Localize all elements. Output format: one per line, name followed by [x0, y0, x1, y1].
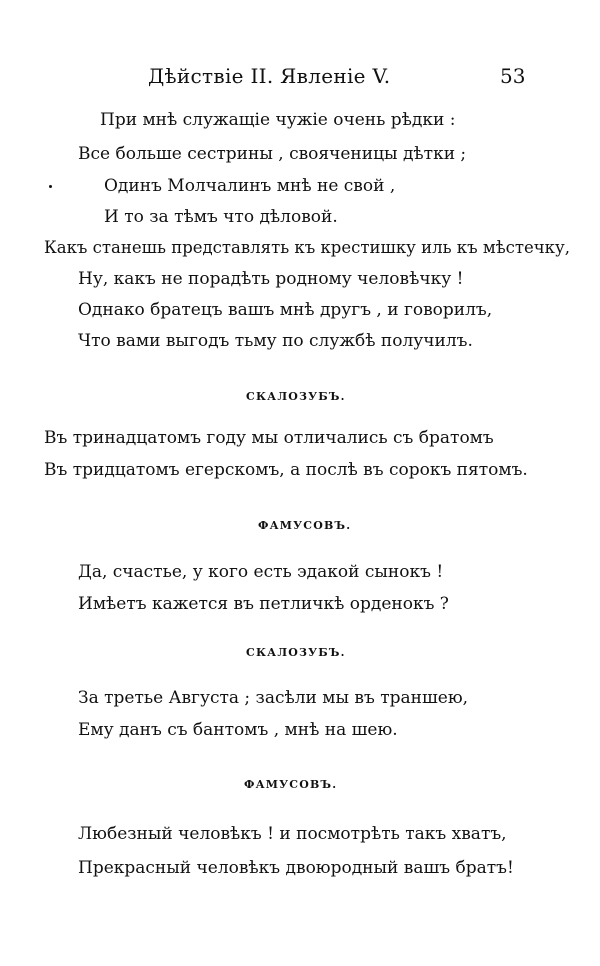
speaker-name: СКАЛОЗУБЪ.	[246, 390, 346, 403]
verse-line: За третье Августа ; засѣли мы въ траншею,	[78, 688, 469, 708]
verse-line: Въ тринадцатомъ году мы отличались съ братомъ	[44, 428, 494, 448]
verse-line: Какъ станешь представлять къ крестишку иль къ мѣстечку,	[44, 238, 570, 257]
verse-line: Прекрасный человѣкъ двоюродный вашъ братъ!	[78, 858, 514, 878]
verse-line: Что вами выгодъ тьму по службѣ получилъ.	[78, 331, 473, 351]
verse-line: Любезный человѣкъ ! и посмотрѣть такъ хватъ,	[78, 824, 507, 844]
print-speck	[49, 185, 52, 188]
verse-line: Ему данъ съ бантомъ , мнѣ на шею.	[78, 720, 398, 740]
verse-line: Однако братецъ вашъ мнѣ другъ , и говорилъ,	[78, 300, 493, 320]
verse-line: Да, счастье, у кого есть эдакой сынокъ !	[78, 562, 444, 582]
page-number: 53	[500, 64, 526, 88]
verse-line: При мнѣ служащіе чужіе очень рѣдки :	[100, 110, 456, 130]
speaker-name: СКАЛОЗУБЪ.	[246, 646, 346, 659]
verse-line: И то за тѣмъ что дѣловой.	[104, 207, 338, 227]
running-header: Дѣйствіе II. Явленіе V.	[148, 64, 391, 88]
verse-line: Одинъ Молчалинъ мнѣ не свой ,	[104, 176, 396, 196]
verse-line: Ну, какъ не порадѣть родному человѣчку !	[78, 269, 464, 289]
speaker-name: ФАМУСОВЪ.	[258, 519, 352, 532]
verse-line: Имѣетъ кажется въ петличкѣ орденокъ ?	[78, 594, 449, 614]
verse-line: Въ тридцатомъ егерскомъ, а послѣ въ сорокъ пятомъ.	[44, 460, 528, 480]
verse-line: Все больше сестрины , свояченицы дѣтки ;	[78, 144, 467, 164]
speaker-name: ФАМУСОВЪ.	[244, 778, 338, 791]
